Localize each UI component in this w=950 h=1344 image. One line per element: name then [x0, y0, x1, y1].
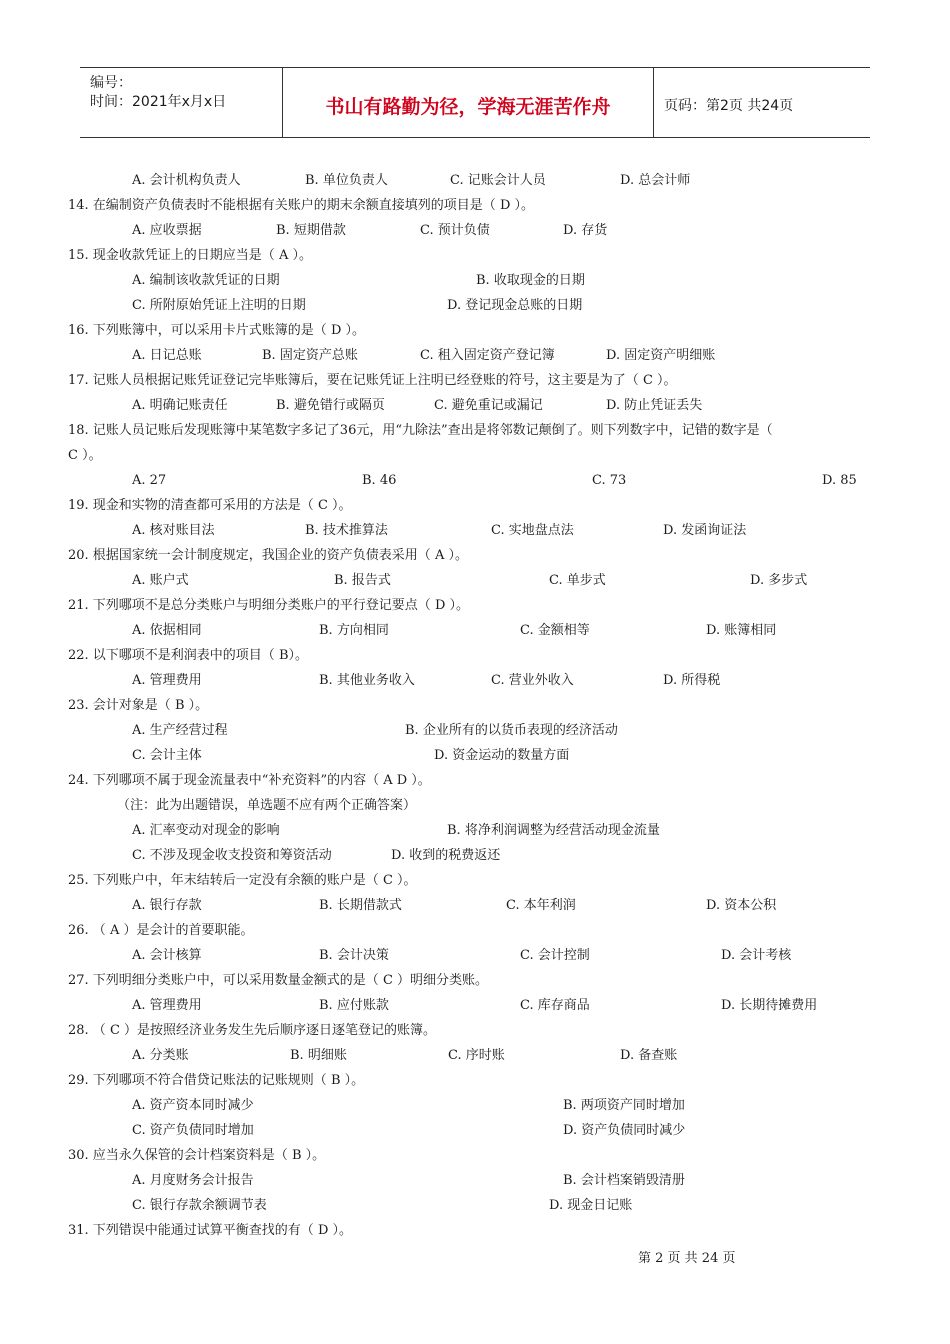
- option-item: A. 资产资本同时减少: [132, 1098, 254, 1113]
- option-item: D. 所得税: [663, 673, 721, 688]
- option-item: C. 营业外收入: [491, 673, 574, 688]
- option-item: A. 管理费用: [132, 998, 202, 1013]
- question-text: 23. 会计对象是（ B ）。: [68, 698, 209, 713]
- option-item: B. 技术推算法: [305, 523, 388, 538]
- option-row: [0, 993, 950, 1018]
- option-item: A. 核对账目法: [132, 523, 215, 538]
- question-text: 20. 根据国家统一会计制度规定，我国企业的资产负债表采用（ A ）。: [68, 548, 468, 563]
- option-row: [0, 618, 950, 643]
- question-text: 25. 下列账户中，年末结转后一定没有余额的账户是（ C ）。: [68, 873, 417, 888]
- option-item: A. 汇率变动对现金的影响: [132, 823, 280, 838]
- option-item: B. 长期借款式: [319, 898, 402, 913]
- option-row: [0, 718, 950, 743]
- option-row: [0, 743, 950, 768]
- option-item: D. 总会计师: [620, 173, 691, 188]
- option-item: D. 存货: [563, 223, 608, 238]
- option-item: D. 长期待摊费用: [721, 998, 818, 1013]
- header-motto-cell: [283, 68, 654, 137]
- option-item: B. 会计决策: [319, 948, 389, 963]
- option-row: [0, 268, 950, 293]
- option-item: A. 银行存款: [132, 898, 202, 913]
- option-row: [0, 1193, 950, 1218]
- option-item: D. 资产负债同时减少: [563, 1123, 686, 1138]
- question-text: 18. 记账人员记账后发现账簿中某笔数字多记了36元，用“九除法”查出是将邻数记颠倒了。则下列数字中，记错的数字是（: [68, 423, 773, 438]
- option-item: A. 编制该收款凭证的日期: [132, 273, 280, 288]
- option-item: C. 避免重记或漏记: [434, 398, 543, 413]
- question-text: 28. （ C ）是按照经济业务发生先后顺序逐日逐笔登记的账簿。: [68, 1023, 437, 1038]
- option-item: B. 其他业务收入: [319, 673, 415, 688]
- option-item: C. 记账会计人员: [450, 173, 546, 188]
- option-item: B. 将净利润调整为经营活动现金流量: [447, 823, 660, 838]
- option-item: C. 序时账: [448, 1048, 505, 1063]
- option-row: [0, 943, 950, 968]
- question-text: 31. 下列错误中能通过试算平衡查找的有（ D ）。: [68, 1223, 352, 1238]
- option-item: B. 明细账: [290, 1048, 347, 1063]
- option-row: [0, 1043, 950, 1068]
- option-item: A. 会计机构负责人: [132, 173, 241, 188]
- option-item: A. 明确记账责任: [132, 398, 228, 413]
- question-text: 29. 下列哪项不符合借贷记账法的记账规则（ B ）。: [68, 1073, 365, 1088]
- option-item: B. 应付账款: [319, 998, 389, 1013]
- document-number: 编号：: [90, 75, 132, 91]
- document-date: 时间：2021年x月x日: [90, 94, 227, 110]
- option-row: [0, 218, 950, 243]
- header-meta-cell: [80, 68, 283, 137]
- option-row: [0, 818, 950, 843]
- option-item: C. 会计控制: [520, 948, 590, 963]
- option-item: B. 方向相同: [319, 623, 389, 638]
- option-item: B. 收取现金的日期: [476, 273, 585, 288]
- option-item: D. 收到的税费返还: [391, 848, 501, 863]
- option-item: B. 避免错行或隔页: [276, 398, 385, 413]
- option-item: B. 固定资产总账: [262, 348, 358, 363]
- option-item: D. 资金运动的数量方面: [434, 748, 570, 763]
- question-text: 17. 记账人员根据记账凭证登记完毕账簿后，要在记账凭证上注明已经登账的符号，这主要是为了（ C ）。: [68, 373, 677, 388]
- option-item: C. 单步式: [549, 573, 606, 588]
- option-item: C. 银行存款余额调节表: [132, 1198, 267, 1213]
- option-item: C. 租入固定资产登记簿: [420, 348, 555, 363]
- question-note: （注：此为出题错误，单选题不应有两个正确答案）: [117, 798, 417, 813]
- question-text: 22. 以下哪项不是利润表中的项目（ B）。: [68, 648, 308, 663]
- option-item: C. 不涉及现金收支投资和筹资活动: [132, 848, 332, 863]
- question-text: 21. 下列哪项不是总分类账户与明细分类账户的平行登记要点（ D ）。: [68, 598, 469, 613]
- option-item: B. 两项资产同时增加: [563, 1098, 685, 1113]
- question-text: 15. 现金收款凭证上的日期应当是（ A ）。: [68, 248, 312, 263]
- question-text: 16. 下列账簿中，可以采用卡片式账簿的是（ D ）。: [68, 323, 365, 338]
- header-page-cell: [654, 68, 870, 137]
- option-item: D. 固定资产明细账: [606, 348, 716, 363]
- option-item: D. 85: [822, 473, 857, 488]
- option-row: [0, 1118, 950, 1143]
- option-item: C. 所附原始凭证上注明的日期: [132, 298, 306, 313]
- option-row: [0, 468, 950, 493]
- option-item: D. 备查账: [620, 1048, 678, 1063]
- option-item: A. 日记总账: [132, 348, 202, 363]
- header-motto: 书山有路勤为径，学海无涯苦作舟: [325, 96, 611, 118]
- option-row: [0, 1093, 950, 1118]
- option-row: [0, 343, 950, 368]
- option-item: C. 会计主体: [132, 748, 202, 763]
- option-item: B. 单位负责人: [305, 173, 388, 188]
- question-text: 24. 下列哪项不属于现金流量表中“补充资料”的内容（ A D ）。: [68, 773, 431, 788]
- option-item: D. 发函询证法: [663, 523, 747, 538]
- header-page-info: 页码：第2页 共24页: [664, 98, 794, 114]
- option-item: A. 应收票据: [132, 223, 202, 238]
- option-row: [0, 168, 950, 193]
- question-text: 19. 现金和实物的清查都可采用的方法是（ C ）。: [68, 498, 352, 513]
- document-header: [80, 67, 870, 138]
- option-item: D. 登记现金总账的日期: [447, 298, 583, 313]
- option-item: C. 73: [592, 473, 627, 488]
- option-item: B. 46: [362, 473, 397, 488]
- option-item: A. 账户式: [132, 573, 189, 588]
- option-item: D. 防止凭证丢失: [606, 398, 703, 413]
- question-text: 30. 应当永久保管的会计档案资料是（ B ）。: [68, 1148, 326, 1163]
- option-item: B. 会计档案销毁清册: [563, 1173, 685, 1188]
- option-item: B. 短期借款: [276, 223, 346, 238]
- option-item: A. 27: [132, 473, 167, 488]
- option-row: [0, 1168, 950, 1193]
- question-text: C ）。: [68, 448, 102, 463]
- option-item: D. 会计考核: [721, 948, 792, 963]
- option-row: [0, 843, 950, 868]
- option-item: C. 库存商品: [520, 998, 590, 1013]
- option-item: A. 分类账: [132, 1048, 189, 1063]
- option-row: [0, 668, 950, 693]
- option-item: A. 生产经营过程: [132, 723, 228, 738]
- option-item: C. 实地盘点法: [491, 523, 574, 538]
- option-row: [0, 568, 950, 593]
- option-row: [0, 518, 950, 543]
- option-item: D. 多步式: [750, 573, 808, 588]
- option-item: D. 账簿相同: [706, 623, 777, 638]
- question-text: 26. （ A ）是会计的首要职能。: [68, 923, 254, 938]
- option-row: [0, 393, 950, 418]
- option-item: B. 企业所有的以货币表现的经济活动: [405, 723, 618, 738]
- option-row: [0, 293, 950, 318]
- option-item: C. 本年利润: [506, 898, 576, 913]
- option-row: [0, 893, 950, 918]
- option-item: A. 月度财务会计报告: [132, 1173, 254, 1188]
- option-item: A. 管理费用: [132, 673, 202, 688]
- option-item: D. 资本公积: [706, 898, 777, 913]
- option-item: D. 现金日记账: [549, 1198, 633, 1213]
- question-text: 27. 下列明细分类账户中，可以采用数量金额式的是（ C ）明细分类账。: [68, 973, 489, 988]
- option-item: A. 依据相同: [132, 623, 202, 638]
- option-item: C. 资产负债同时增加: [132, 1123, 254, 1138]
- option-item: B. 报告式: [334, 573, 391, 588]
- option-item: C. 预计负债: [420, 223, 490, 238]
- option-item: A. 会计核算: [132, 948, 202, 963]
- option-item: C. 金额相等: [520, 623, 590, 638]
- question-list: [0, 168, 950, 1243]
- question-text: 14. 在编制资产负债表时不能根据有关账户的期末余额直接填列的项目是（ D ）。: [68, 198, 534, 213]
- page-footer: 第 2 页 共 24 页: [638, 1251, 736, 1266]
